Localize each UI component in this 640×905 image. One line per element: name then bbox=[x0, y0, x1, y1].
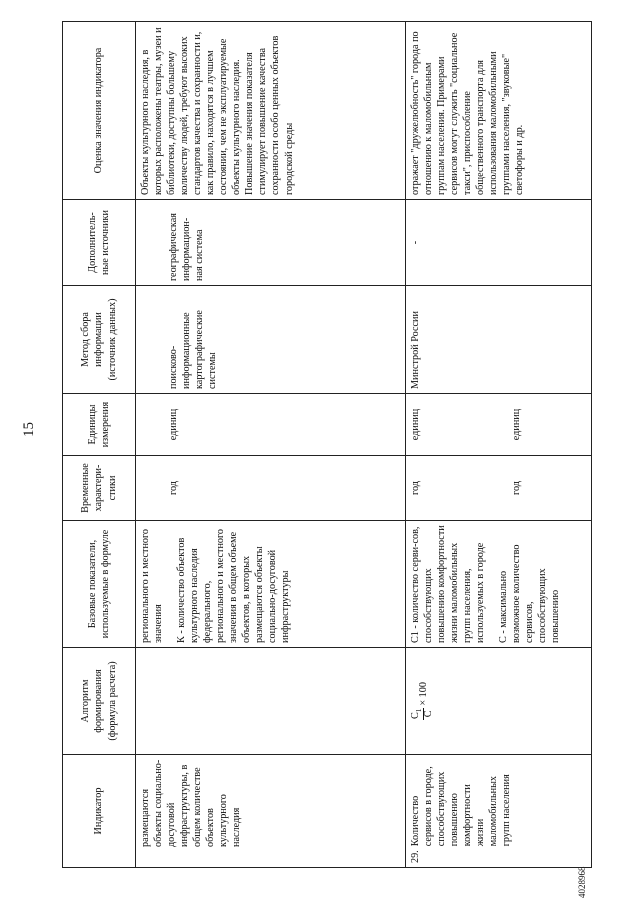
row2-extra: - bbox=[406, 200, 592, 286]
row1-extra-text: географическая информацион-ная система bbox=[168, 213, 206, 281]
row2-formula-expression bbox=[411, 682, 435, 720]
header-method: Метод сбора информации (источник данных) bbox=[63, 286, 136, 394]
page-number: 15 bbox=[21, 422, 37, 437]
table-header-row bbox=[63, 22, 136, 868]
row2-number: 29. bbox=[410, 850, 421, 863]
row2-unit bbox=[406, 394, 592, 456]
row1-unit-text: единиц bbox=[168, 408, 179, 441]
row1-indicator-text: размещаются объекты социально-досуговой инфраструктуры, в общем количестве объектов культурного наследия bbox=[140, 759, 243, 847]
row1-time bbox=[136, 456, 406, 521]
header-time: Временные характери-стики bbox=[63, 456, 136, 521]
row2-base bbox=[406, 521, 592, 648]
header-formula: Алгоритм формирования (формула расчета) bbox=[63, 648, 136, 755]
header-assessment: Оценка значения индикатора bbox=[63, 22, 136, 200]
indicator-table bbox=[62, 21, 592, 868]
header-base-indicators: Базовые показатели, используемые в формуле bbox=[63, 521, 136, 648]
row2-formula bbox=[406, 648, 592, 755]
formula-num-sub: 1 bbox=[415, 708, 424, 713]
table-row bbox=[136, 22, 406, 868]
row2-time-b: год bbox=[511, 481, 523, 495]
document-id: 4028968 bbox=[577, 866, 587, 898]
row2-indicator-wrap bbox=[409, 759, 513, 863]
row1-time-text: год bbox=[168, 481, 179, 495]
formula-fraction bbox=[411, 708, 435, 720]
formula-multiplier: × 100 bbox=[417, 682, 429, 706]
row2-base-a: C1 - количество серви-сов, способствующих повышению комфортности жизни маломобильных групп населения, используемых в городе bbox=[410, 525, 487, 643]
row2-indicator bbox=[406, 755, 592, 868]
table-row bbox=[406, 22, 592, 868]
row1-base bbox=[136, 521, 406, 648]
formula-numerator bbox=[411, 708, 424, 720]
row1-assessment: Объекты культурного наследия, в которых расположены театры, музеи и библиотеки, доступны большему количеству людей, требуют высоких стандартов качества и сохранности и, как правило, находятся в лучшем состоянии, чем не эксплуатируемые объекты культурного наследия. Повышение значения показателя стимулирует повышение качества сохранности особо ценных объектов городской среды bbox=[136, 22, 406, 200]
formula-denominator: C bbox=[423, 710, 435, 718]
row2-time bbox=[406, 456, 592, 521]
row1-base-a: регионального и местного значения bbox=[140, 528, 165, 643]
row1-indicator bbox=[136, 755, 406, 868]
row1-base-b: К - количество объектов культурного наследия федерального, регионального и местного значения в общем объеме объектов, в которых размещаются объекты социально-досуговой инфраструктуры bbox=[176, 528, 292, 643]
row2-time-a: год bbox=[410, 481, 421, 495]
formula-num-main: C bbox=[410, 712, 421, 719]
row2-assessment: отражает "дружелюбность" города по отношению к маломобильным группам населения. Примерами сервисов могут служить "социальное такси", приспособление общественного транспорта для использования маломобильными группами населения, "звуковые" светофоры и др. bbox=[406, 22, 592, 200]
row2-unit-b: единиц bbox=[511, 408, 523, 441]
row1-unit bbox=[136, 394, 406, 456]
indicator-table-rotated bbox=[62, 22, 592, 868]
header-units: Единицы измерения bbox=[63, 394, 136, 456]
row1-method-text: поисково-информационные картографические системы bbox=[168, 310, 219, 389]
row2-base-b: C - максимально возможное количество сервисов, способствующих повышению bbox=[498, 544, 562, 643]
header-extra-sources: Дополнитель-ные источники bbox=[63, 200, 136, 286]
row2-unit-a: единиц bbox=[410, 408, 421, 441]
row2-method: Минстрой России bbox=[406, 286, 592, 394]
row1-formula bbox=[136, 648, 406, 755]
row1-extra bbox=[136, 200, 406, 286]
row1-method bbox=[136, 286, 406, 394]
header-indicator: Индикатор bbox=[63, 755, 136, 868]
row2-indicator-text: Количество сервисов в городе, способствующих повышению комфортности жизни маломобильных групп населения bbox=[410, 766, 513, 847]
